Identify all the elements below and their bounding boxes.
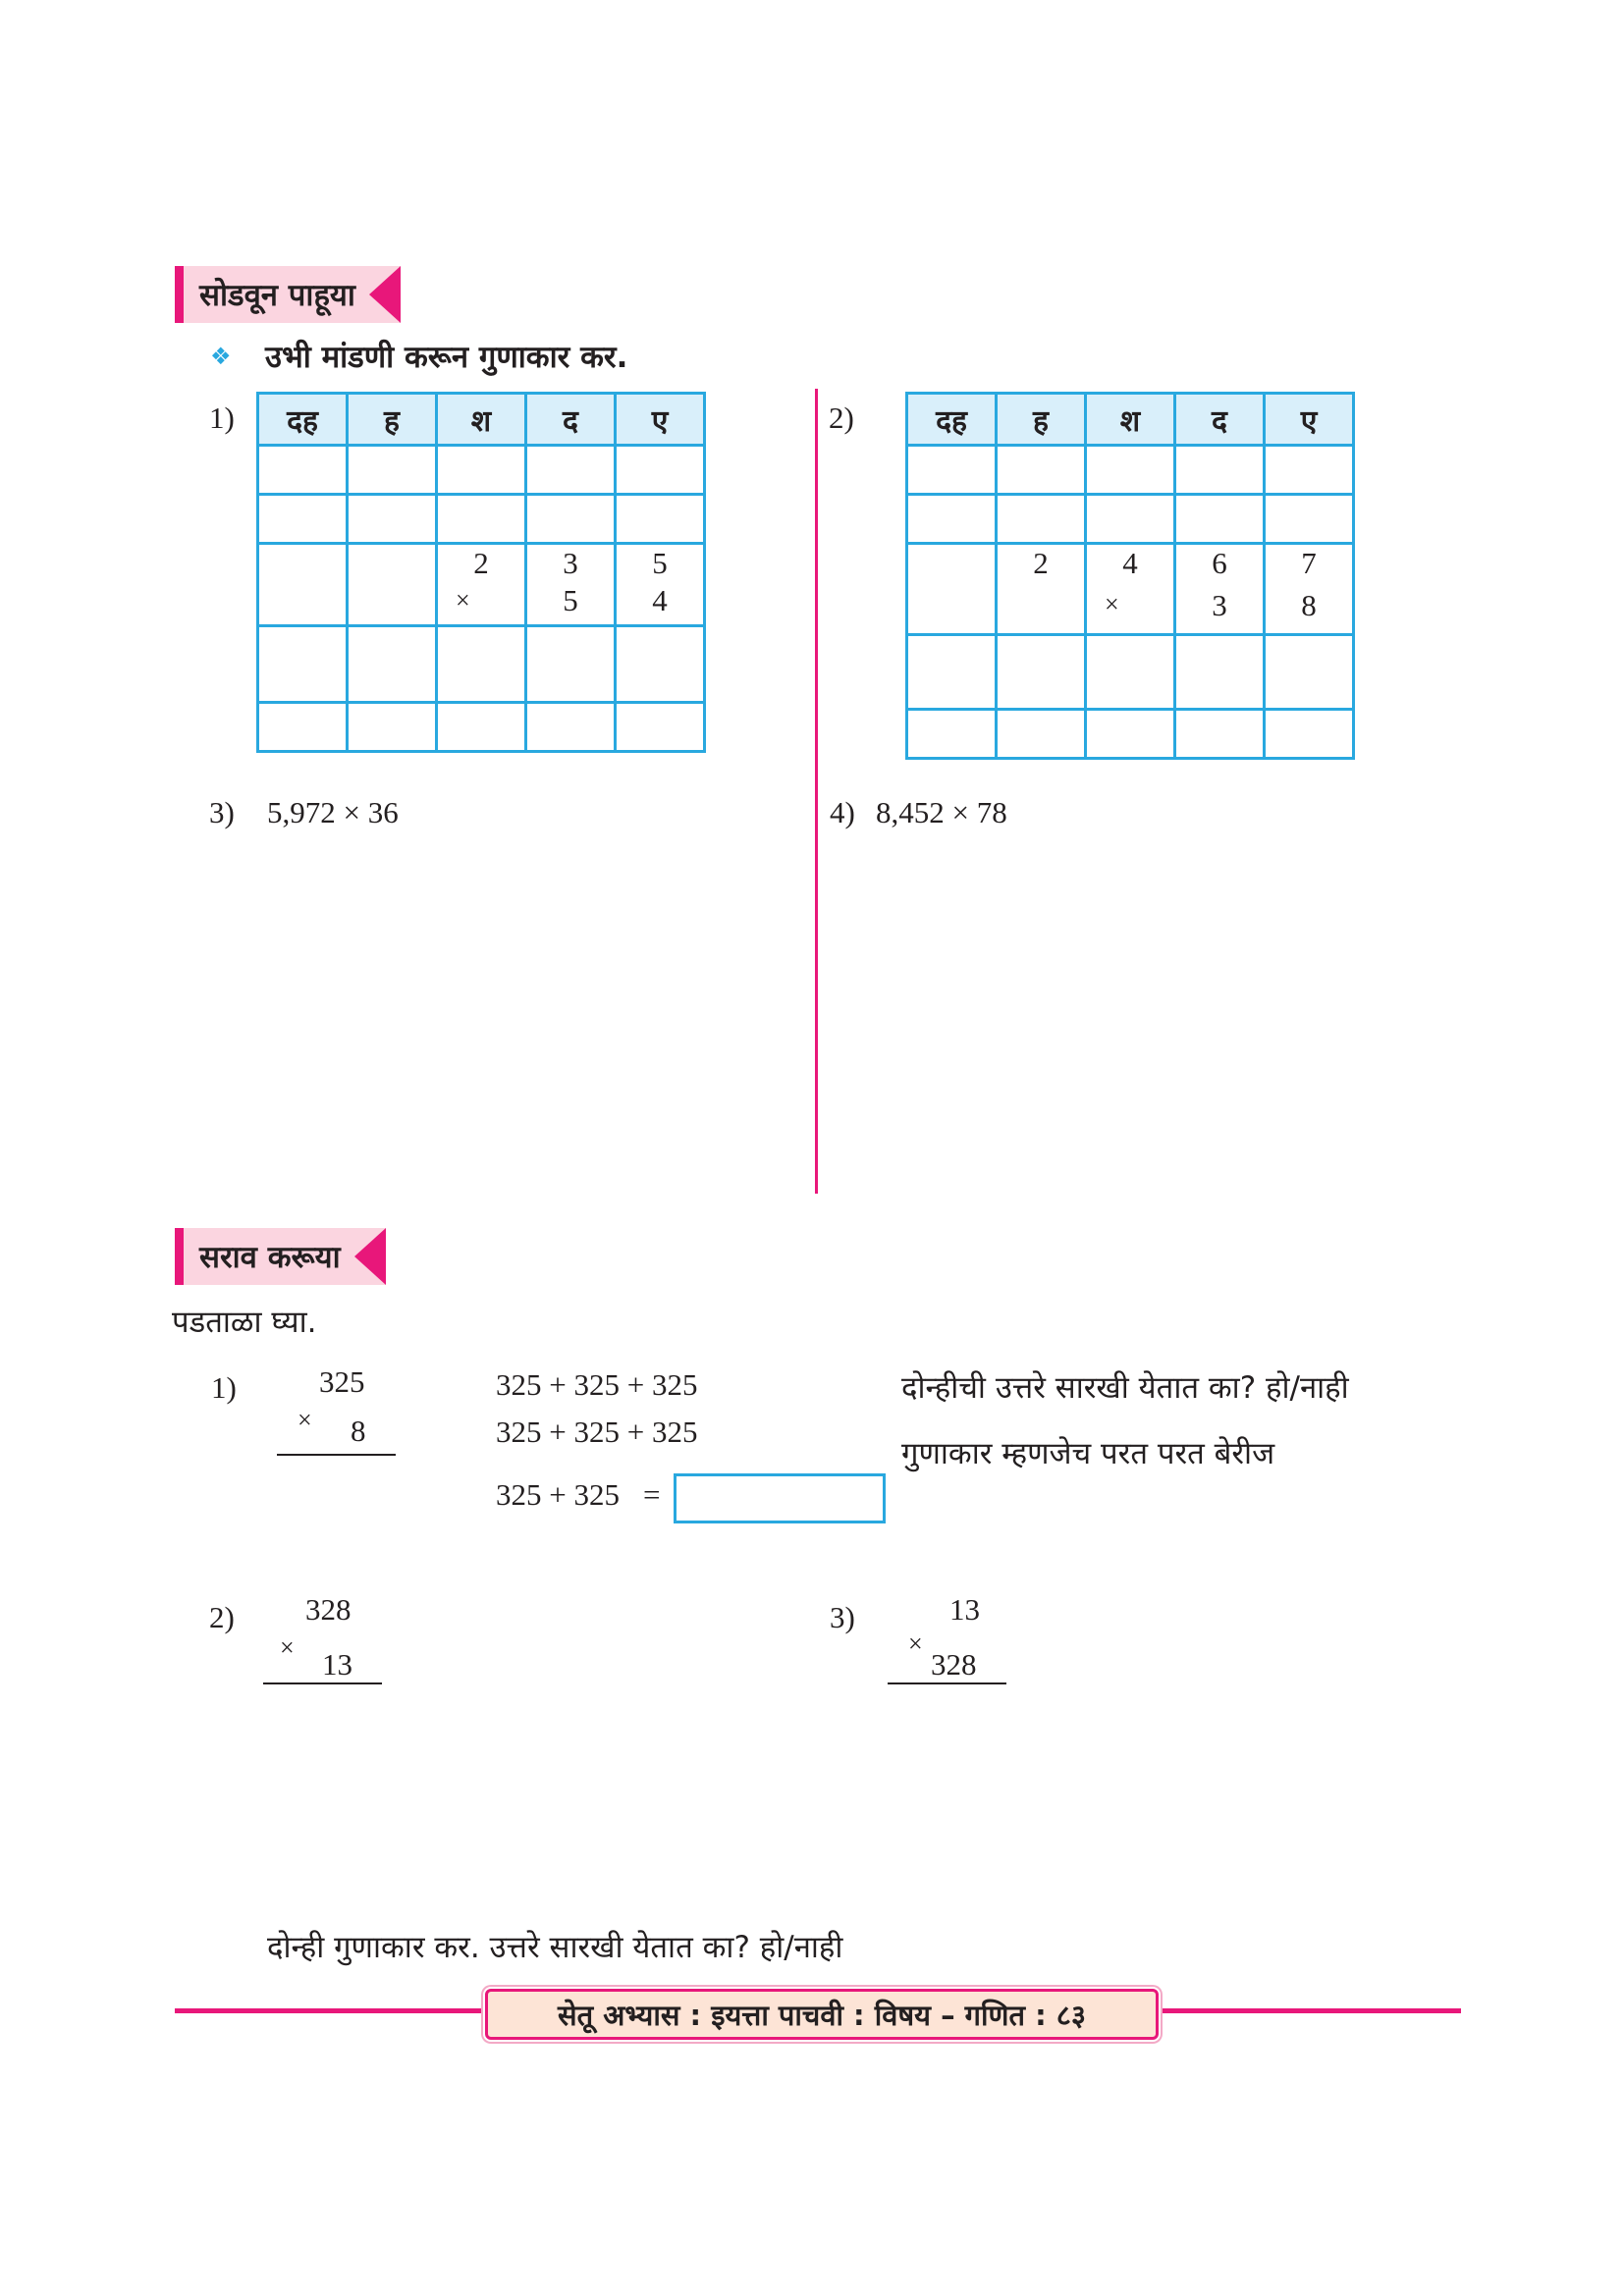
grid-cell[interactable]: 2 xyxy=(997,544,1086,635)
footer-line-right xyxy=(1155,2008,1461,2013)
repeated-sum: 325 + 325 + 325 xyxy=(496,1367,698,1402)
grid-cell[interactable]: 6 3 xyxy=(1175,544,1265,635)
column-divider xyxy=(815,389,818,1194)
multiplication-note: गुणाकार म्हणजेच परत परत बेरीज xyxy=(901,1436,1275,1471)
answer-line xyxy=(277,1454,396,1456)
closing-question: दोन्ही गुणाकार कर. उत्तरे सारखी येतात का? हो/नाही xyxy=(267,1930,843,1965)
header-hundreds: श xyxy=(437,394,526,446)
section-heading-practice xyxy=(175,1228,386,1285)
grid-cell[interactable]: 4 × xyxy=(1086,544,1175,635)
header-tens: द xyxy=(1175,394,1265,446)
answer-line xyxy=(263,1682,382,1684)
multiplicand: 328 xyxy=(305,1592,352,1627)
problem-label: 3) xyxy=(209,795,235,829)
grid-cell[interactable] xyxy=(348,544,437,626)
problem-expression: 5,972 × 36 xyxy=(267,795,399,829)
header-thousands: ह xyxy=(348,394,437,446)
place-value-grid-1 xyxy=(256,392,706,753)
multiplicand: 325 xyxy=(319,1364,365,1399)
grid-cell[interactable]: 5 4 xyxy=(616,544,705,626)
problem-label: 3) xyxy=(830,1600,855,1634)
repeated-sum: 325 + 325 + 325 xyxy=(496,1415,698,1449)
section-heading-solve xyxy=(175,266,401,323)
header-ones: ए xyxy=(616,394,705,446)
footer-label: सेतू अभ्यास : इयत्ता पाचवी : विषय – गणित : ८३ xyxy=(485,1989,1159,2040)
repeated-sum: 325 + 325 xyxy=(496,1477,620,1512)
header-ten-thousands: दह xyxy=(907,394,997,446)
times-sign: × xyxy=(280,1633,295,1662)
place-value-grid-2 xyxy=(905,392,1355,760)
section-heading-text: सोडवून पाहूया xyxy=(184,266,369,323)
instruction-text: उभी मांडणी करून गुणाकार कर. xyxy=(265,340,628,375)
problem-label: 1) xyxy=(209,400,235,435)
section-heading-text: सराव करूया xyxy=(184,1228,354,1285)
problem-label: 2) xyxy=(829,400,854,435)
practice-intro: पडताळा घ्या. xyxy=(172,1305,317,1340)
bullet-icon: ❖ xyxy=(210,343,232,370)
times-sign: × xyxy=(298,1406,312,1434)
multiplicand: 13 xyxy=(949,1592,980,1627)
grid-cell[interactable] xyxy=(258,544,348,626)
answer-box[interactable] xyxy=(674,1473,886,1523)
equals-sign: = xyxy=(643,1477,661,1512)
header-hundreds: श xyxy=(1086,394,1175,446)
problem-label: 1) xyxy=(211,1370,237,1405)
multiplier: 13 xyxy=(322,1647,352,1682)
answer-line xyxy=(888,1682,1006,1684)
footer-line-left xyxy=(175,2008,487,2013)
compare-question: दोन्हीची उत्तरे सारखी येतात का? हो/नाही xyxy=(901,1370,1349,1406)
grid-cell[interactable] xyxy=(907,544,997,635)
grid-cell[interactable]: 2 × xyxy=(437,544,526,626)
header-ones: ए xyxy=(1265,394,1354,446)
header-thousands: ह xyxy=(997,394,1086,446)
grid-cell[interactable]: 7 8 xyxy=(1265,544,1354,635)
grid-cell[interactable]: 3 5 xyxy=(526,544,616,626)
multiplier: 8 xyxy=(351,1414,366,1448)
header-tens: द xyxy=(526,394,616,446)
problem-label: 4) xyxy=(830,795,855,829)
multiplier: 328 xyxy=(931,1647,977,1682)
problem-expression: 8,452 × 78 xyxy=(876,795,1007,829)
times-sign: × xyxy=(908,1629,923,1658)
header-ten-thousands: दह xyxy=(258,394,348,446)
problem-label: 2) xyxy=(209,1600,235,1634)
